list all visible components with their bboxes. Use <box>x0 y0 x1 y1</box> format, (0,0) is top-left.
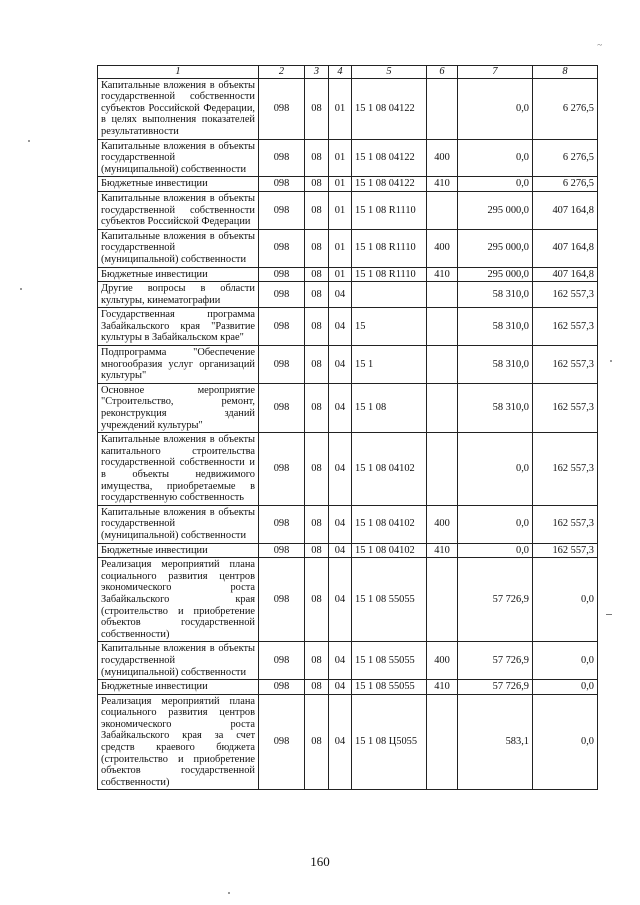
row-name: Капитальные вложения в объекты государственной собственности субъектов Российской Федерации, в целях выполнения показателей результативности <box>98 78 259 139</box>
table-row <box>98 308 598 346</box>
target-article-code: 15 1 08 <box>352 383 427 432</box>
target-article-code: 15 1 08 R1110 <box>352 191 427 229</box>
amount-col8: 162 557,3 <box>533 433 598 506</box>
table-row <box>98 543 598 558</box>
amount-col8: 162 557,3 <box>533 543 598 558</box>
target-article-code: 15 1 08 04102 <box>352 543 427 558</box>
target-article-code: 15 1 08 R1110 <box>352 229 427 267</box>
subsection-code: 04 <box>329 694 352 790</box>
section-code: 08 <box>305 346 329 384</box>
ministry-code: 098 <box>259 642 305 680</box>
row-name: Государственная программа Забайкальского края "Развитие культуры в Забайкальском крае" <box>98 308 259 346</box>
header-cell: 1 <box>98 66 259 79</box>
row-name: Бюджетные инвестиции <box>98 543 259 558</box>
subsection-code: 01 <box>329 229 352 267</box>
target-article-code: 15 1 08 55055 <box>352 680 427 695</box>
expense-type-code <box>427 282 458 308</box>
amount-col8: 407 164,8 <box>533 267 598 282</box>
amount-col8: 0,0 <box>533 694 598 790</box>
expense-type-code: 410 <box>427 177 458 192</box>
table-body <box>98 66 598 790</box>
scan-speck <box>610 360 612 362</box>
target-article-code: 15 1 08 04102 <box>352 505 427 543</box>
target-article-code: 15 1 08 04102 <box>352 433 427 506</box>
section-code: 08 <box>305 282 329 308</box>
header-cell: 4 <box>329 66 352 79</box>
amount-col7: 58 310,0 <box>458 383 533 432</box>
scan-speck <box>606 614 612 615</box>
amount-col8: 6 276,5 <box>533 177 598 192</box>
row-name: Бюджетные инвестиции <box>98 177 259 192</box>
header-cell: 2 <box>259 66 305 79</box>
expense-type-code: 400 <box>427 505 458 543</box>
amount-col7: 0,0 <box>458 139 533 177</box>
expense-type-code <box>427 694 458 790</box>
row-name: Капитальные вложения в объекты государственной (муниципальной) собственности <box>98 139 259 177</box>
section-code: 08 <box>305 308 329 346</box>
section-code: 08 <box>305 642 329 680</box>
table-row <box>98 78 598 139</box>
table-row <box>98 680 598 695</box>
subsection-code: 04 <box>329 543 352 558</box>
ministry-code: 098 <box>259 308 305 346</box>
row-name: Капитальные вложения в объекты государственной собственности субъектов Российской Федерации <box>98 191 259 229</box>
table-row <box>98 642 598 680</box>
budget-table <box>97 65 598 790</box>
section-code: 08 <box>305 229 329 267</box>
section-code: 08 <box>305 139 329 177</box>
row-name: Капитальные вложения в объекты капитального строительства государственной собственности и в объекты недвижимого имущества, приобретаемые в государственную собственность <box>98 433 259 506</box>
table-row <box>98 267 598 282</box>
corner-mark: ~ <box>597 40 602 50</box>
amount-col7: 0,0 <box>458 78 533 139</box>
section-code: 08 <box>305 558 329 642</box>
amount-col7: 0,0 <box>458 505 533 543</box>
ministry-code: 098 <box>259 680 305 695</box>
header-cell: 8 <box>533 66 598 79</box>
expense-type-code <box>427 308 458 346</box>
scan-speck <box>28 140 30 142</box>
ministry-code: 098 <box>259 78 305 139</box>
row-name: Другие вопросы в области культуры, кинематографии <box>98 282 259 308</box>
expense-type-code <box>427 383 458 432</box>
row-name: Бюджетные инвестиции <box>98 680 259 695</box>
ministry-code: 098 <box>259 267 305 282</box>
section-code: 08 <box>305 694 329 790</box>
expense-type-code <box>427 433 458 506</box>
table-header-row <box>98 66 598 79</box>
subsection-code: 04 <box>329 505 352 543</box>
ministry-code: 098 <box>259 177 305 192</box>
expense-type-code: 400 <box>427 139 458 177</box>
section-code: 08 <box>305 505 329 543</box>
ministry-code: 098 <box>259 383 305 432</box>
ministry-code: 098 <box>259 139 305 177</box>
subsection-code: 01 <box>329 191 352 229</box>
row-name: Реализация мероприятий плана социального развития центров экономического роста Забайкальского края за счет средств краевого бюджета (строительство и приобретение объектов государственной собственности) <box>98 694 259 790</box>
table-row <box>98 558 598 642</box>
amount-col8: 162 557,3 <box>533 346 598 384</box>
target-article-code: 15 1 08 04122 <box>352 78 427 139</box>
subsection-code: 04 <box>329 282 352 308</box>
amount-col7: 0,0 <box>458 177 533 192</box>
target-article-code: 15 <box>352 308 427 346</box>
row-name: Бюджетные инвестиции <box>98 267 259 282</box>
table-row <box>98 383 598 432</box>
amount-col8: 6 276,5 <box>533 78 598 139</box>
table-row <box>98 433 598 506</box>
table-row <box>98 191 598 229</box>
subsection-code: 01 <box>329 267 352 282</box>
amount-col7: 0,0 <box>458 543 533 558</box>
ministry-code: 098 <box>259 191 305 229</box>
subsection-code: 01 <box>329 177 352 192</box>
ministry-code: 098 <box>259 229 305 267</box>
table-row <box>98 139 598 177</box>
ministry-code: 098 <box>259 433 305 506</box>
amount-col7: 295 000,0 <box>458 229 533 267</box>
amount-col7: 58 310,0 <box>458 346 533 384</box>
amount-col8: 0,0 <box>533 642 598 680</box>
target-article-code: 15 1 08 55055 <box>352 558 427 642</box>
target-article-code: 15 1 08 Ц5055 <box>352 694 427 790</box>
section-code: 08 <box>305 177 329 192</box>
section-code: 08 <box>305 433 329 506</box>
amount-col8: 0,0 <box>533 558 598 642</box>
subsection-code: 04 <box>329 680 352 695</box>
ministry-code: 098 <box>259 558 305 642</box>
amount-col7: 57 726,9 <box>458 558 533 642</box>
table-row <box>98 694 598 790</box>
amount-col7: 583,1 <box>458 694 533 790</box>
expense-type-code: 410 <box>427 543 458 558</box>
expense-type-code: 400 <box>427 229 458 267</box>
expense-type-code <box>427 191 458 229</box>
row-name: Капитальные вложения в объекты государственной (муниципальной) собственности <box>98 505 259 543</box>
row-name: Капитальные вложения в объекты государственной (муниципальной) собственности <box>98 229 259 267</box>
subsection-code: 04 <box>329 383 352 432</box>
subsection-code: 04 <box>329 346 352 384</box>
section-code: 08 <box>305 78 329 139</box>
table-row <box>98 229 598 267</box>
subsection-code: 04 <box>329 642 352 680</box>
expense-type-code: 400 <box>427 642 458 680</box>
scan-speck <box>228 892 230 894</box>
amount-col7: 57 726,9 <box>458 680 533 695</box>
header-cell: 5 <box>352 66 427 79</box>
ministry-code: 098 <box>259 543 305 558</box>
section-code: 08 <box>305 191 329 229</box>
expense-type-code <box>427 346 458 384</box>
scan-speck <box>20 288 22 290</box>
amount-col7: 295 000,0 <box>458 191 533 229</box>
amount-col7: 0,0 <box>458 433 533 506</box>
header-cell: 3 <box>305 66 329 79</box>
row-name: Основное мероприятие "Строительство, ремонт, реконструкция зданий учреждений культуры" <box>98 383 259 432</box>
amount-col8: 6 276,5 <box>533 139 598 177</box>
amount-col8: 407 164,8 <box>533 229 598 267</box>
row-name: Подпрограмма "Обеспечение многообразия услуг организаций культуры" <box>98 346 259 384</box>
subsection-code: 01 <box>329 78 352 139</box>
amount-col8: 162 557,3 <box>533 282 598 308</box>
subsection-code: 04 <box>329 308 352 346</box>
target-article-code: 15 1 08 04122 <box>352 177 427 192</box>
ministry-code: 098 <box>259 694 305 790</box>
row-name: Реализация мероприятий плана социального развития центров экономического роста Забайкальского края (строительство и приобретение объектов государственной собственности) <box>98 558 259 642</box>
amount-col8: 407 164,8 <box>533 191 598 229</box>
target-article-code: 15 1 <box>352 346 427 384</box>
row-name: Капитальные вложения в объекты государственной (муниципальной) собственности <box>98 642 259 680</box>
subsection-code: 01 <box>329 139 352 177</box>
amount-col7: 58 310,0 <box>458 308 533 346</box>
target-article-code <box>352 282 427 308</box>
header-cell: 6 <box>427 66 458 79</box>
header-cell: 7 <box>458 66 533 79</box>
table-row <box>98 177 598 192</box>
section-code: 08 <box>305 680 329 695</box>
table-row <box>98 282 598 308</box>
section-code: 08 <box>305 383 329 432</box>
table-row <box>98 346 598 384</box>
target-article-code: 15 1 08 R1110 <box>352 267 427 282</box>
amount-col7: 57 726,9 <box>458 642 533 680</box>
ministry-code: 098 <box>259 282 305 308</box>
ministry-code: 098 <box>259 505 305 543</box>
expense-type-code <box>427 78 458 139</box>
target-article-code: 15 1 08 04122 <box>352 139 427 177</box>
page-number: 160 <box>310 854 330 869</box>
amount-col8: 0,0 <box>533 680 598 695</box>
subsection-code: 04 <box>329 558 352 642</box>
ministry-code: 098 <box>259 346 305 384</box>
section-code: 08 <box>305 267 329 282</box>
target-article-code: 15 1 08 55055 <box>352 642 427 680</box>
amount-col8: 162 557,3 <box>533 308 598 346</box>
expense-type-code: 410 <box>427 680 458 695</box>
amount-col7: 58 310,0 <box>458 282 533 308</box>
amount-col7: 295 000,0 <box>458 267 533 282</box>
amount-col8: 162 557,3 <box>533 383 598 432</box>
expense-type-code <box>427 558 458 642</box>
expense-type-code: 410 <box>427 267 458 282</box>
table-row <box>98 505 598 543</box>
amount-col8: 162 557,3 <box>533 505 598 543</box>
subsection-code: 04 <box>329 433 352 506</box>
section-code: 08 <box>305 543 329 558</box>
